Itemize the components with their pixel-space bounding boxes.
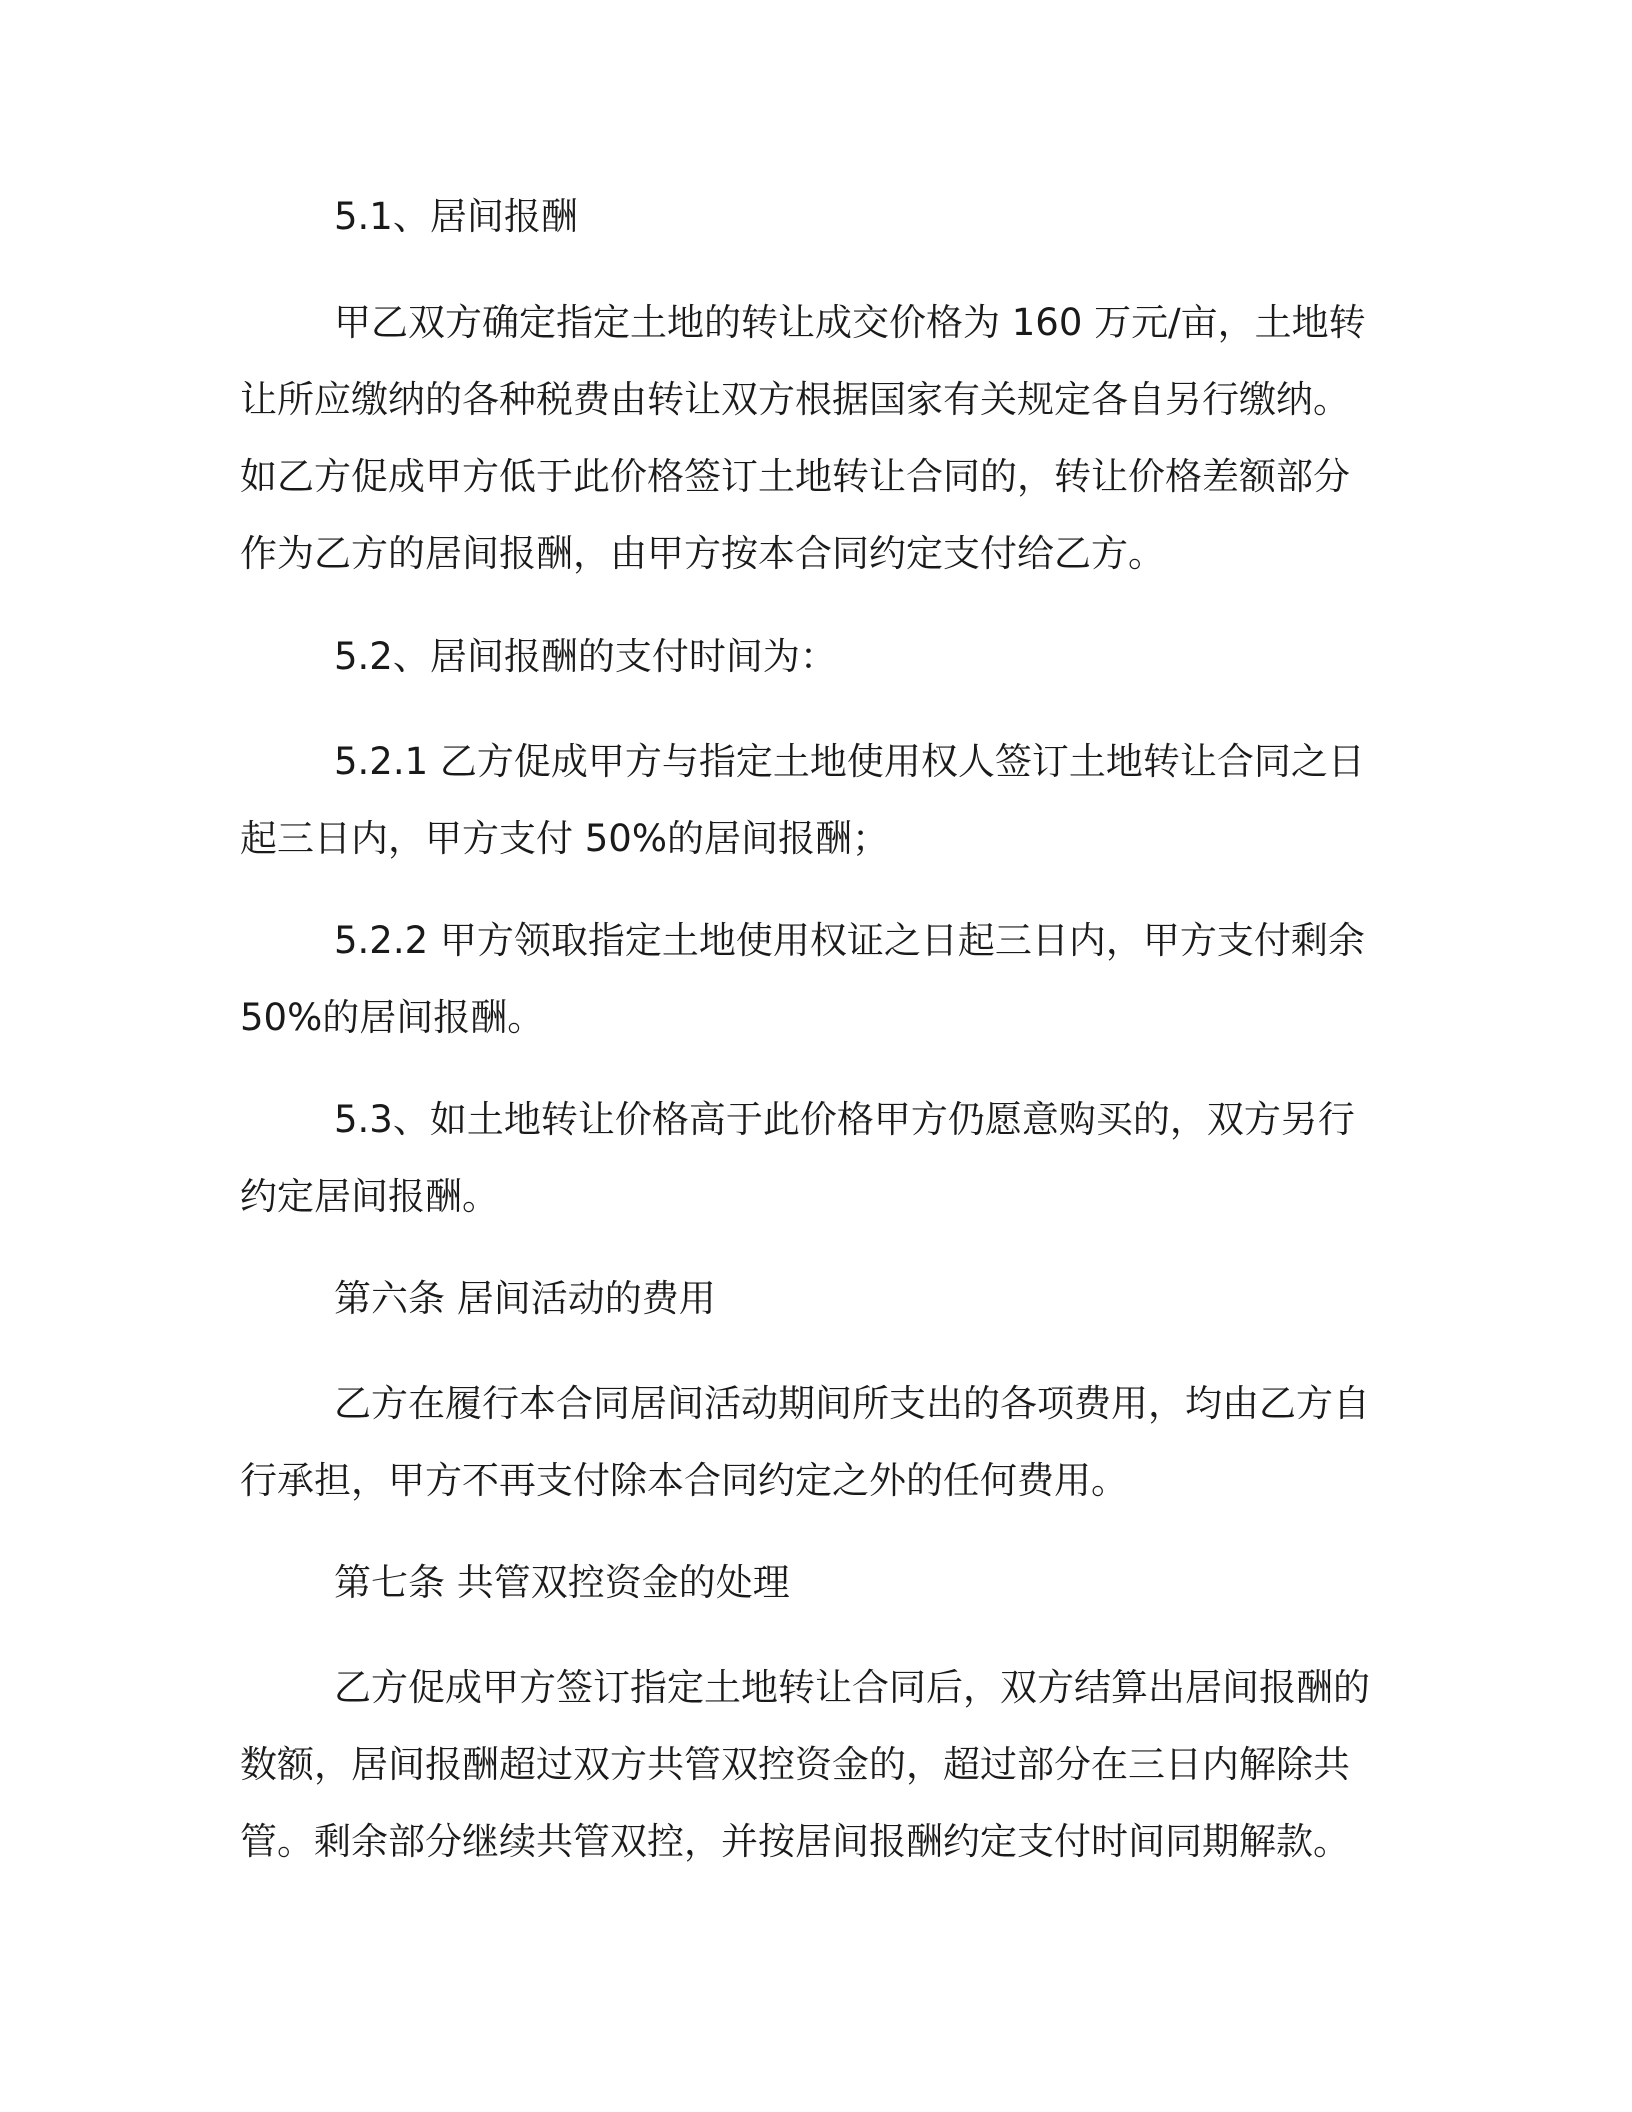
paragraph-line: 5.2.1 乙方促成甲方与指定土地使用权人签订土地转让合同之日 [334,740,1365,783]
paragraph-line: 甲乙双方确定指定土地的转让成交价格为 160 万元/亩，土地转 [334,301,1366,344]
paragraph-line: 5.3、如土地转让价格高于此价格甲方仍愿意购买的，双方另行 [334,1098,1355,1141]
paragraph-line: 让所应缴纳的各种税费由转让双方根据国家有关规定各自另行缴纳。 [240,378,1350,421]
paragraph-line: 约定居间报酬。 [240,1175,499,1218]
paragraph-line: 如乙方促成甲方低于此价格签订土地转让合同的，转让价格差额部分 [240,455,1350,498]
paragraph-line: 起三日内，甲方支付 50%的居间报酬； [240,817,889,860]
article-heading-7: 第七条 共管双控资金的处理 [334,1561,790,1604]
paragraph-line: 管。剩余部分继续共管双控，并按居间报酬约定支付时间同期解款。 [240,1820,1350,1863]
paragraph-line: 5.2.2 甲方领取指定土地使用权证之日起三日内，甲方支付剩余 [334,919,1365,962]
article-heading-6: 第六条 居间活动的费用 [334,1277,716,1320]
paragraph-line: 作为乙方的居间报酬，由甲方按本合同约定支付给乙方。 [240,532,1165,575]
section-heading-5-1: 5.1、居间报酬 [334,195,578,238]
paragraph-line: 数额，居间报酬超过双方共管双控资金的，超过部分在三日内解除共 [240,1743,1350,1786]
paragraph-line: 50%的居间报酬。 [240,996,545,1039]
section-heading-5-2: 5.2、居间报酬的支付时间为： [334,635,837,678]
paragraph-line: 行承担，甲方不再支付除本合同约定之外的任何费用。 [240,1459,1128,1502]
paragraph-line: 乙方在履行本合同居间活动期间所支出的各项费用，均由乙方自 [334,1382,1370,1425]
paragraph-line: 乙方促成甲方签订指定土地转让合同后，双方结算出居间报酬的 [334,1666,1370,1709]
